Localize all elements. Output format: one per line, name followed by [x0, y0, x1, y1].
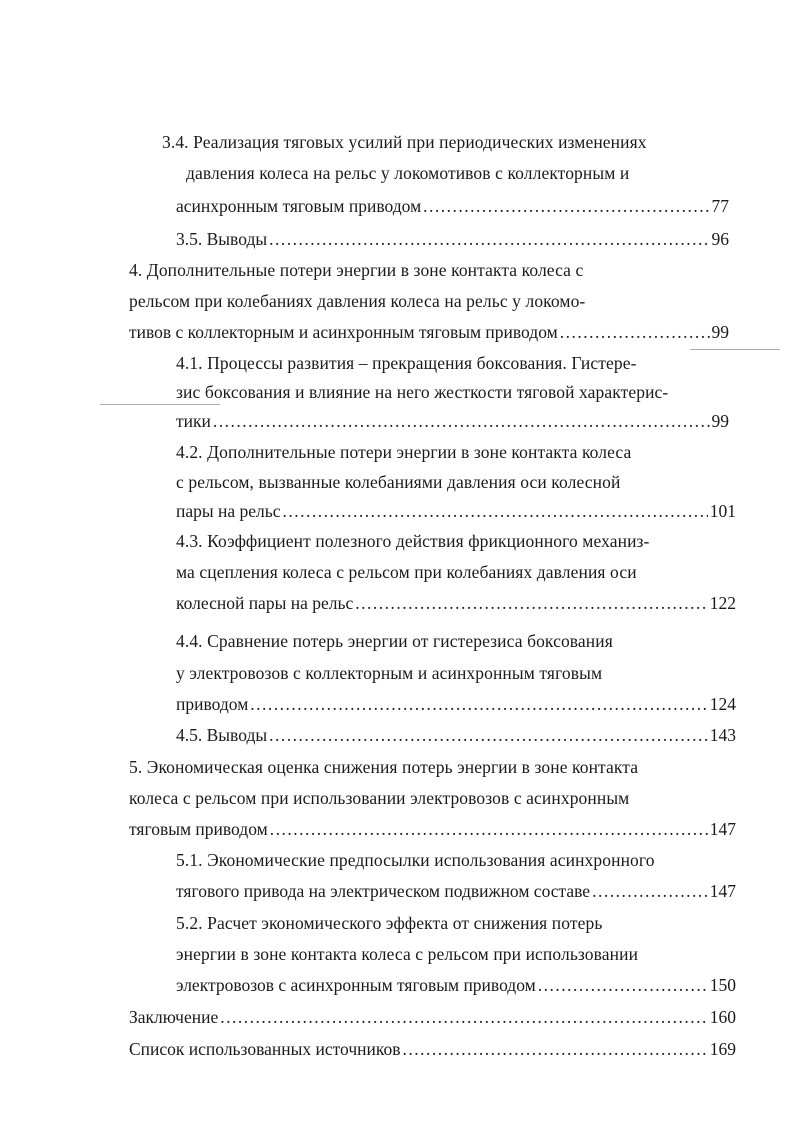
toc-entry-3-5-title: 3.5. Выводы [176, 229, 268, 249]
toc-entry-5-1-leader [176, 880, 736, 902]
toc-entry-4-2-line-3: пары на рельс [176, 501, 281, 521]
toc-entry-5-line-2: колеса с рельсом при использовании электровозов с асинхронным [129, 788, 630, 808]
toc-entry-4-3-line-3: колесной пары на рельс [176, 593, 354, 613]
toc-entry-4-4-line-2: у электровозов с коллекторным и асинхронным тяговым [176, 663, 603, 683]
toc-entry-5-2-page: 150 [709, 975, 736, 995]
toc-entry-sources-title: Список использованных источников [129, 1039, 401, 1059]
dot-leader [270, 818, 708, 840]
toc-entry-4-1-page: 99 [711, 411, 729, 431]
toc-entry-conclusion [129, 1006, 736, 1028]
toc-entry-4-line-1: 4. Дополнительные потери энергии в зоне контакта колеса с [129, 260, 584, 280]
dot-leader [423, 195, 709, 217]
toc-entry-5-line-3: тяговым приводом [129, 819, 268, 839]
toc-entry-sources [129, 1038, 736, 1060]
dot-leader [592, 880, 708, 902]
dot-leader [538, 974, 708, 996]
toc-entry-4-4-page: 124 [709, 694, 736, 714]
toc-entry-4-5-title: 4.5. Выводы [176, 725, 268, 745]
toc-entry-3-4-line-1: 3.4. Реализация тяговых усилий при периодических изменениях [162, 132, 647, 152]
toc-entry-5-2-line-3: электровозов с асинхронным тяговым приводом [176, 975, 536, 995]
toc-entry-4-4-leader [176, 693, 736, 715]
toc-entry-4-line-2: рельсом при колебаниях давления колеса на рельс у локомо- [129, 291, 586, 311]
scan-artifact-line [690, 349, 780, 350]
toc-entry-5-leader [129, 818, 736, 840]
toc-entry-5-2-leader [176, 974, 736, 996]
toc-entry-5-2-line-2: энергии в зоне контакта колеса с рельсом при использовании [176, 944, 639, 964]
toc-entry-4-3-leader [176, 592, 736, 614]
toc-entry-3-4-leader [176, 195, 729, 217]
dot-leader [283, 500, 708, 522]
toc-entry-5-page: 147 [709, 819, 736, 839]
toc-entry-4-1-line-2: зис боксования и влияние на него жесткости тяговой характерис- [176, 382, 669, 402]
dot-leader [269, 724, 708, 746]
toc-entry-4-leader [129, 321, 729, 343]
dot-leader [403, 1038, 708, 1060]
toc-entry-sources-page: 169 [709, 1039, 736, 1059]
toc-entry-4-page: 99 [711, 322, 729, 342]
dot-leader [220, 1006, 708, 1028]
toc-entry-4-3-line-1: 4.3. Коэффициент полезного действия фрикционного механиз- [176, 531, 650, 551]
scan-artifact-line [100, 404, 220, 405]
toc-entry-4-2-page: 101 [709, 501, 736, 521]
toc-entry-4-3-page: 122 [709, 593, 736, 613]
toc-entry-3-4-line-2: давления колеса на рельс у локомотивов с коллекторным и [186, 163, 630, 183]
toc-entry-4-4-line-1: 4.4. Сравнение потерь энергии от гистерезиса боксования [176, 631, 613, 651]
toc-entry-5-line-1: 5. Экономическая оценка снижения потерь энергии в зоне контакта [129, 757, 639, 777]
dot-leader [560, 321, 710, 343]
toc-entry-4-2-line-2: с рельсом, вызванные колебаниями давления оси колесной [176, 472, 621, 492]
toc-entry-4-5 [176, 724, 736, 746]
toc-entry-4-1-line-1: 4.1. Процессы развития – прекращения боксования. Гистере- [176, 353, 637, 373]
toc-entry-3-4-page: 77 [711, 196, 729, 216]
toc-entry-3-4-line-3: асинхронным тяговым приводом [176, 196, 422, 216]
dot-leader [269, 228, 709, 250]
toc-entry-4-1-line-3: тики [176, 411, 211, 431]
toc-entry-3-5 [176, 228, 729, 250]
dot-leader [213, 410, 710, 432]
toc-entry-4-2-leader [176, 500, 736, 522]
toc-entry-4-2-line-1: 4.2. Дополнительные потери энергии в зоне контакта колеса [176, 442, 632, 462]
toc-entry-conclusion-page: 160 [709, 1007, 736, 1027]
toc-entry-4-1-leader [176, 410, 729, 432]
toc-entry-5-2-line-1: 5.2. Расчет экономического эффекта от снижения потерь [176, 913, 603, 933]
toc-entry-3-5-page: 96 [711, 229, 729, 249]
toc-entry-conclusion-title: Заключение [129, 1007, 219, 1027]
toc-entry-4-line-3: тивов с коллекторным и асинхронным тяговым приводом [129, 322, 558, 342]
toc-entry-5-1-line-2: тягового привода на электрическом подвижном составе [176, 881, 591, 901]
toc-entry-4-3-line-2: ма сцепления колеса с рельсом при колебаниях давления оси [176, 562, 637, 582]
toc-entry-4-4-line-3: приводом [176, 694, 249, 714]
dot-leader [355, 592, 708, 614]
toc-entry-5-1-page: 147 [709, 881, 736, 901]
toc-entry-4-5-page: 143 [709, 725, 736, 745]
toc-entry-5-1-line-1: 5.1. Экономические предпосылки использования асинхронного [176, 850, 655, 870]
dot-leader [250, 693, 707, 715]
